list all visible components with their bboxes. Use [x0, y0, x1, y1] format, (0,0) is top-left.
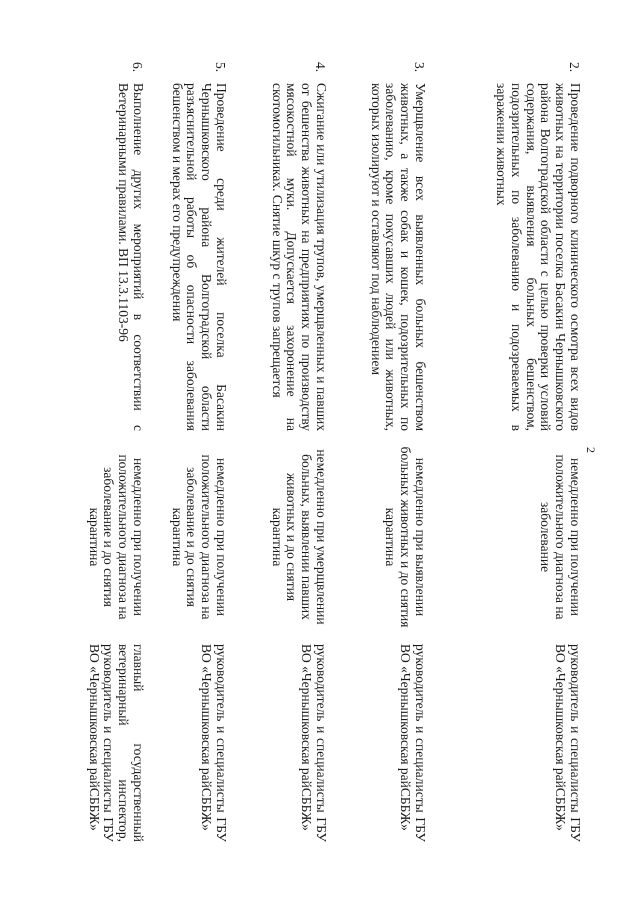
row-responsible: руководитель и специалисты ГБУ ВО «Чернышковская райСББЖ» — [199, 644, 229, 842]
page-number: 2 — [584, 447, 598, 453]
row-description: Проведение среди жителей поселка Басакин Чернышковского района Волгоградской области разъяснительной работы об опасности заболевания бешенством и мерах его предупреждения — [169, 83, 229, 431]
row-term: немедленно при получении положительного диагноза на заболевание и до снятия карантина — [86, 454, 146, 620]
row-number: 6. — [130, 62, 145, 73]
row-responsible: руководитель и специалисты ГБУ ВО «Чернышковская райСББЖ» — [299, 644, 329, 842]
row-description: Выполнение других мероприятий в соответствии с Ветеринарными правилами. ВП 13.3.1103-96 — [116, 83, 146, 431]
row-number: 3. — [412, 62, 427, 73]
row-responsible: руководитель и специалисты ГБУ ВО «Чернышковская райСББЖ» — [553, 644, 583, 842]
row-responsible: руководитель и специалисты ГБУ ВО «Чернышковская райСББЖ» — [398, 644, 428, 842]
row-term: немедленно при получении положительного диагноза на заболевание и до снятия карантина — [169, 454, 229, 620]
row-description: Проведение подворного клинического осмотра всех видов животных на территории поселка Басакин Чернышковского района Волгоградской области с целью проверки условий содержания, выявления больных бешенством, подозрительных по заболеванию и подозреваемых в заражении животных — [494, 83, 583, 431]
row-responsible: главный государственный ветеринарный инспектор, руководитель и специалисты ГБУ ВО «Чернышковская райСББЖ» — [86, 644, 146, 842]
row-term: немедленно при выявлении больных животных и до снятия карантина — [383, 446, 428, 628]
row-number: 4. — [313, 62, 328, 73]
row-term: немедленно при умерщвлении больных, выявлении павших животных и до снятия карантина — [269, 449, 329, 625]
row-number: 5. — [213, 62, 228, 73]
row-description: Сжигание или утилизация трупов, умерщвленных и павших от бешенства животных на предприятиях по производству мясокостной муки. Допускается захоронение на скотомогильниках. Снятие шкур с трупов запрещается — [269, 83, 329, 431]
row-description: Умерщвление всех выявленных больных бешенством животных, а также собак и кошек, подозрительных по заболеванию, кроме покусавших людей или животных, которых изолируют и оставляют под наблюдением — [368, 83, 428, 431]
row-term: немедленно при получении положительного диагноза на заболевание — [538, 454, 583, 620]
row-number: 2. — [567, 62, 582, 73]
